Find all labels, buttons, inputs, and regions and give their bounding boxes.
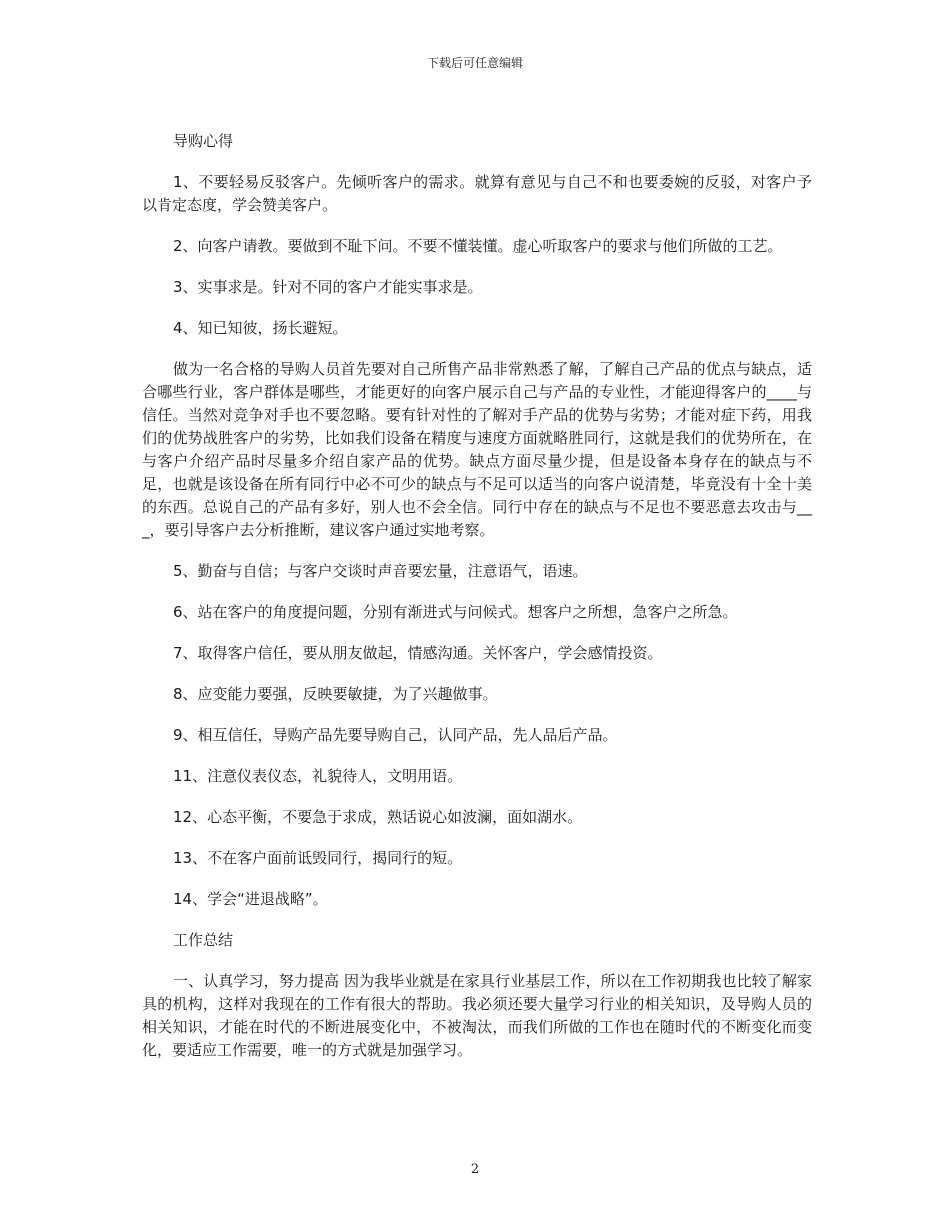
paragraph-tip-1: 1、不要轻易反驳客户。先倾听客户的需求。就算有意见与自己不和也要委婉的反驳，对客户予以肯定态度，学会赞美客户。	[142, 173, 812, 214]
paragraph-tip-2: 2、向客户请教。要做到不耻下问。不要不懂装懂。虚心听取客户的要求与他们所做的工艺。	[173, 237, 783, 255]
section-heading-shopping-guide: 导购心得	[173, 132, 234, 150]
paragraph-tip-14: 14、学会“进退战略”。	[173, 890, 328, 908]
paragraph-tip-6: 6、站在客户的角度提问题，分别有渐进式与问候式。想客户之所想，急客户之所急。	[173, 603, 738, 621]
paragraph-tip-13: 13、不在客户面前诋毁同行，揭同行的短。	[173, 849, 463, 867]
paragraph-tip-7: 7、取得客户信任，要从朋友做起，情感沟通。关怀客户，学会感情投资。	[173, 644, 663, 662]
paragraph-tip-8: 8、应变能力要强，反映要敏捷，为了兴趣做事。	[173, 685, 498, 703]
paragraph-tip-5: 5、勤奋与自信；与客户交谈时声音要宏量，注意语气，语速。	[173, 562, 588, 580]
paragraph-product-knowledge: 做为一名合格的导购人员首先要对自己所售产品非常熟悉了解，了解自己产品的优点与缺点，适合哪些行业，客户群体是哪些，才能更好的向客户展示自己与产品的专业性，才能迎得客户的____与信任。当然对竞争对手也不要忽略。要有针对性的了解对手产品的优势与劣势；才能对症下药，用我们的优势战胜客户的劣势，比如我们设备在精度与速度方面就略胜同行，这就是我们的优势所在，在与客户介绍产品时尽量多介绍自家产品的优势。缺点方面尽量少提，但是设备本身存在的缺点与不足，也就是该设备在所有同行中必不可少的缺点与不足可以适当的向客户说清楚，毕竟没有十全十美的东西。总说自己的产品有多好，别人也不会全信。同行中存在的缺点与不足也不要恶意去攻击与___，要引导客户去分析推断，建议客户通过实地考察。	[142, 360, 812, 539]
page-header: 下载后可任意编辑	[426, 56, 523, 70]
paragraph-tip-11: 11、注意仪表仪态，礼貌待人，文明用语。	[173, 767, 463, 785]
paragraph-tip-9: 9、相互信任，导购产品先要导购自己，认同产品，先人品后产品。	[173, 726, 618, 744]
paragraph-tip-12: 12、心态平衡，不要急于求成，熟话说心如波澜，面如湖水。	[173, 808, 583, 826]
paragraph-tip-3: 3、实事求是。针对不同的客户才能实事求是。	[173, 278, 483, 296]
page-number: 2	[470, 1162, 480, 1177]
document-body	[142, 130, 812, 1080]
paragraph-study-improve: 一、认真学习，努力提高 因为我毕业就是在家具行业基层工作，所以在工作初期我也比较了解家具的机构，这样对我现在的工作有很大的帮助。我必须还要大量学习行业的相关知识，及导购人员的相关知识，才能在时代的不断进展变化中，不被淘汰，而我们所做的工作也在随时代的不断变化而变化，要适应工作需要，唯一的方式就是加强学习。	[142, 972, 812, 1059]
paragraph-tip-4: 4、知已知彼，扬长避短。	[173, 319, 348, 337]
section-heading-work-summary: 工作总结	[173, 931, 234, 949]
